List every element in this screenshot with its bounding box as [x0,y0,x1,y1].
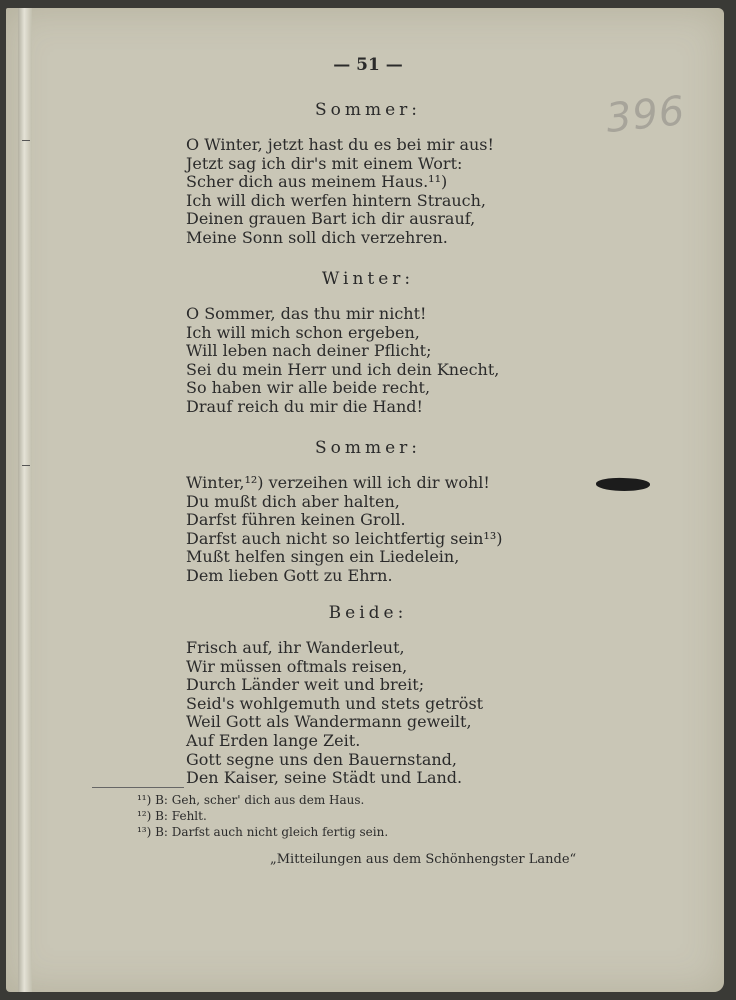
verse-line: Winter,¹²) verzeihen will ich dir wohl! [186,473,490,492]
pencil-annotation: 396 [603,87,688,143]
verse-line: Drauf reich du mir die Hand! [186,396,423,416]
verse-line: Ich will dich werfen hintern Strauch, [186,190,487,210]
speaker-heading: Sommer: [314,438,422,458]
footnote-11: ¹¹) B: Geh, scher' dich aus dem Haus. [137,793,365,807]
speaker-heading: Beide: [328,603,408,623]
verse-line: Ich will mich schon ergeben, [186,322,420,342]
verse-line: Darfst führen keinen Groll. [186,510,406,530]
verse-line: Seid's wohlgemuth und stets getröst [186,693,484,713]
verse-line: So haben wir alle beide recht, [186,378,431,398]
verse-lines [186,305,736,417]
footnote-12: ¹²) B: Fehlt. [137,809,207,823]
verse-line: O Sommer, das thu mir nicht! [186,304,427,323]
speaker-heading: Sommer: [314,100,422,120]
source-attribution: „Mitteilungen aus dem Schönhengster Lande“ [270,852,577,867]
verse-line: Dem lieben Gott zu Ehrn. [186,565,393,585]
verse-line: Gott segne uns den Bauernstand, [186,749,457,769]
verse-line: Darfst auch nicht so leichtfertig sein¹³) [186,528,503,548]
verse-lines [186,136,736,248]
verse-line: Wir müssen oftmals reisen, [186,656,408,676]
footnote-13: ¹³) B: Darfst auch nicht gleich fertig sein. [137,825,389,839]
verse-line: O Winter, jetzt hast du es bei mir aus! [186,135,494,154]
verse-line: Du mußt dich aber halten, [186,491,400,511]
stanza-beide [0,601,736,788]
stanza-sommer-1 [0,98,736,248]
verse-line: Will leben nach deiner Pflicht; [186,341,432,361]
verse-line: Jetzt sag ich dir's mit einem Wort: [186,153,463,173]
footnotes [92,787,492,840]
verse-line: Deinen grauen Bart ich dir ausrauf, [186,209,476,229]
verse-line: Den Kaiser, seine Städt und Land. [186,768,463,788]
verse-lines [186,639,736,788]
verse-line: Mußt helfen singen ein Liedelein, [186,547,460,567]
page-number: — 51 — [333,55,403,75]
stanza-sommer-2 [0,436,736,586]
footnote-rule [92,787,184,788]
verse-line: Frisch auf, ihr Wanderleut, [186,638,405,657]
speaker-heading: Winter: [321,269,415,289]
verse-line: Weil Gott als Wandermann geweilt, [186,712,472,732]
verse-lines [186,474,736,586]
verse-line: Durch Länder weit und breit; [186,675,425,695]
verse-line: Scher dich aus meinem Haus.¹¹) [186,172,448,192]
verse-line: Sei du mein Herr und ich dein Knecht, [186,359,500,379]
verse-line: Auf Erden lange Zeit. [186,730,361,750]
stanza-winter [0,267,736,417]
verse-line: Meine Sonn soll dich verzehren. [186,227,448,247]
